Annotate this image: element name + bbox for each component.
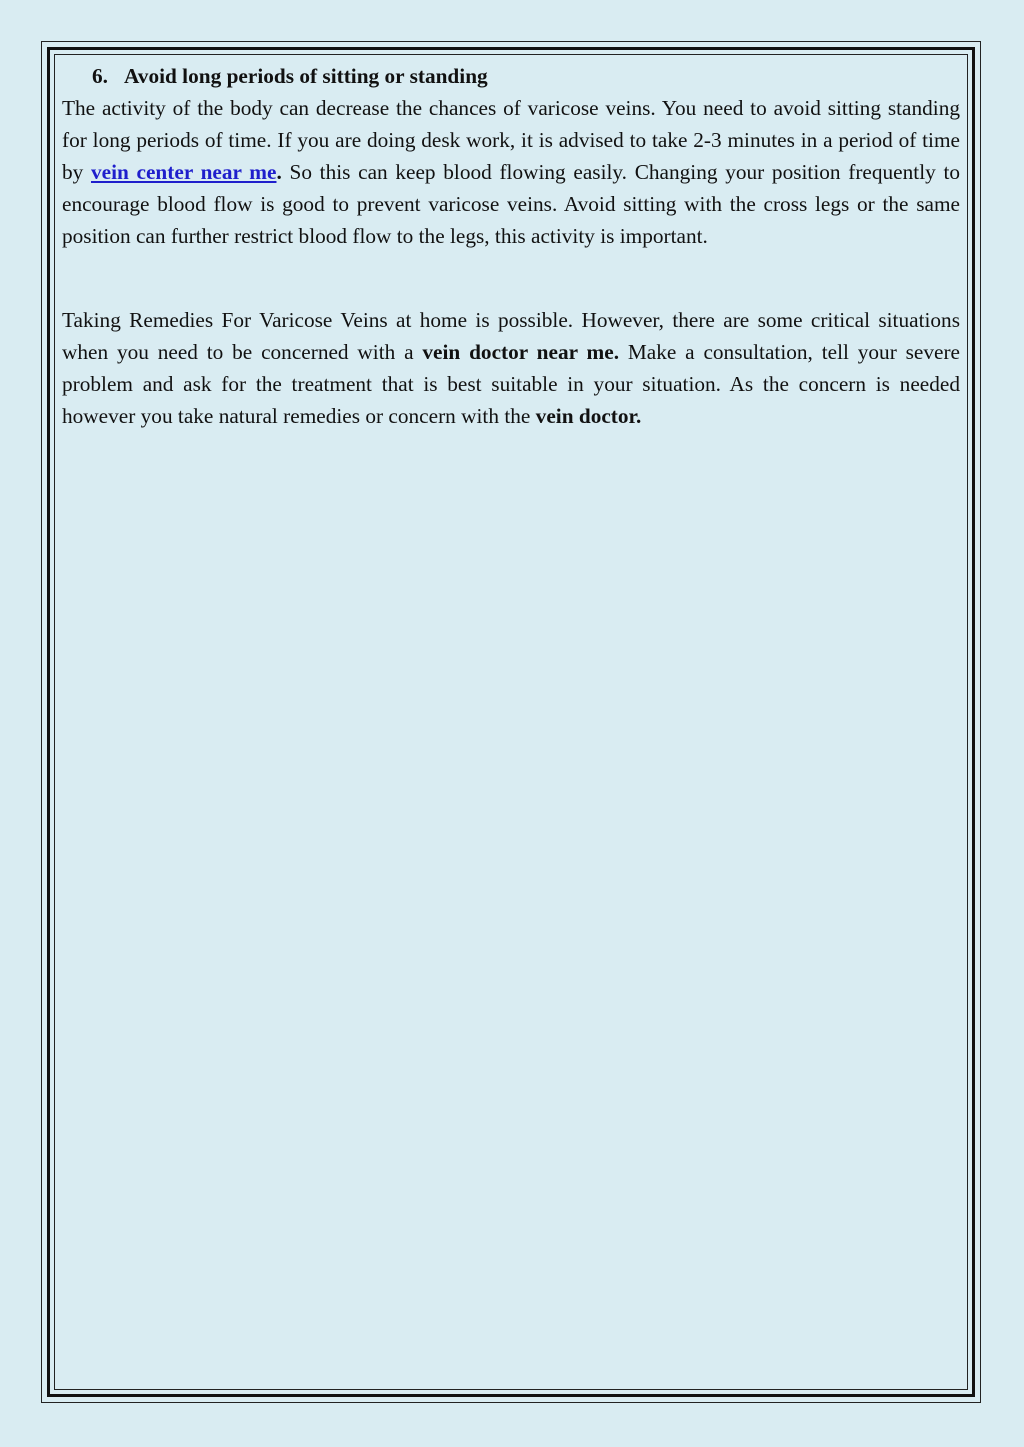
paragraph-1-text-end: So this can keep blood flowing easily. Changing your position frequently to encourage blood flow is good to prevent varicose veins. Avoid sitting with the cross legs or the same position can further restrict blood flow to the legs, this activity is important. (62, 160, 961, 248)
section-number: 6. (92, 64, 108, 88)
vein-doctor-text: vein doctor. (535, 404, 642, 428)
document-body (62, 60, 960, 432)
paragraph-2-text-middle: Make a consultation, tell your severe problem and ask for the treatment that is best suitable in your situation. As the concern is needed however you take natural remedies or concern with the (62, 340, 960, 428)
link-period: . (276, 160, 282, 184)
vein-doctor-near-me-text: vein doctor near me. (422, 340, 620, 364)
paragraph-2-text-start: Taking Remedies For Varicose Veins at home is possible. However, there are some critical situations when you need to be concerned with a (62, 308, 960, 364)
section-heading (62, 60, 960, 92)
paragraph-sitting-standing (62, 92, 960, 252)
section-title: Avoid long periods of sitting or standing (124, 64, 488, 88)
paragraph-remedies (62, 304, 960, 432)
paragraph-1-text-start: The activity of the body can decrease the chances of varicose veins. You need to avoid sitting standing for long periods of time. If you are doing desk work, it is advised to take 2-3 minutes in a period of time by (62, 96, 960, 184)
vein-center-link[interactable]: vein center near me (90, 160, 277, 184)
